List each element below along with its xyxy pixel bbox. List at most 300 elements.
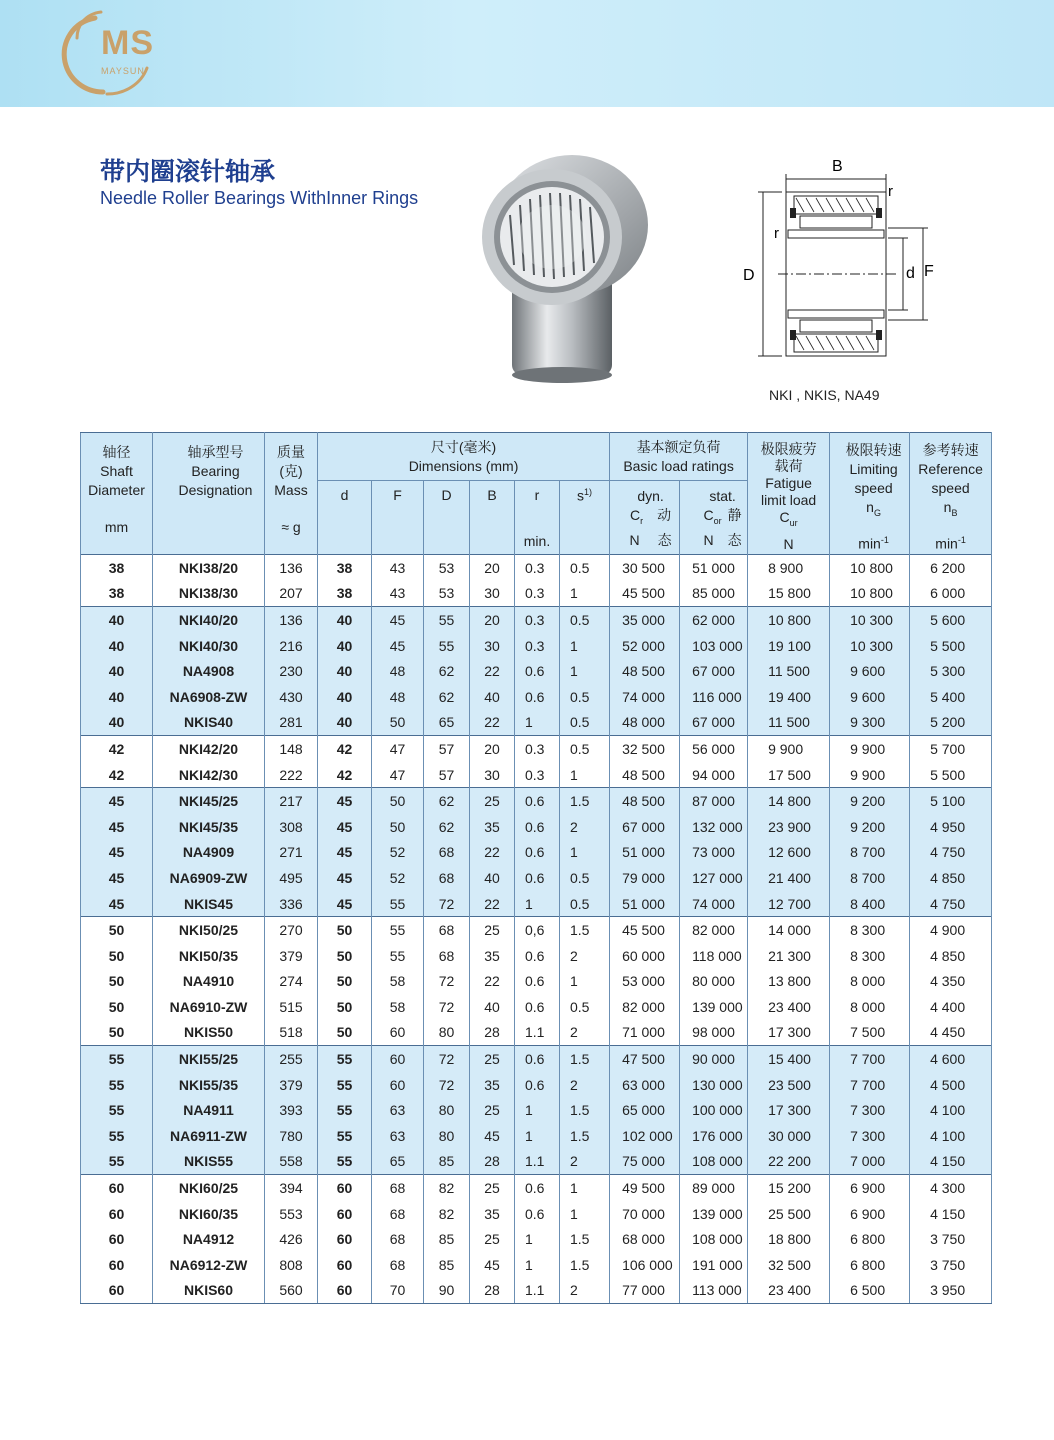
cell-d: 60 [318,1252,372,1278]
cell-reference-speed: 4 950 [910,814,992,840]
cell-stat: 139 000 [680,994,748,1020]
header-limiting-speed [830,433,910,555]
cell-D: 72 [424,891,470,917]
cell-reference-speed: 4 500 [910,1072,992,1098]
cell-dyn: 65 000 [610,1097,680,1123]
header-col-stat [680,481,748,555]
cell-limiting-speed: 10 300 [830,633,910,659]
cell-B: 35 [470,1072,515,1098]
cell-limiting-speed: 10 800 [830,555,910,581]
cell-s: 1 [560,658,610,684]
cell-B: 25 [470,917,515,943]
header-col-dyn [610,481,680,555]
cell-limiting-speed: 10 300 [830,607,910,633]
cell-stat: 67 000 [680,710,748,736]
cell-stat: 51 000 [680,555,748,581]
cell-reference-speed: 5 300 [910,658,992,684]
header-col-s-label: s [577,487,585,504]
cell-stat: 82 000 [680,917,748,943]
cell-reference-speed: 5 100 [910,788,992,814]
cell-mass: 426 [265,1226,318,1252]
label-B: B [832,158,843,175]
cell-designation: NA4909 [153,840,265,866]
cell-dyn: 79 000 [610,865,680,891]
cell-s: 1 [560,581,610,607]
cell-limiting-speed: 8 400 [830,891,910,917]
table-row [81,1226,992,1252]
cell-limiting-speed: 10 800 [830,581,910,607]
cell-fatigue-limit: 8 900 [748,555,830,581]
cell-stat: 130 000 [680,1072,748,1098]
header-limiting-unit-sup: -1 [880,534,889,545]
header-fatigue [748,433,830,555]
cell-stat: 103 000 [680,633,748,659]
cell-B: 22 [470,969,515,995]
header-dyn-sym: C [630,507,641,523]
cell-r: 0.6 [515,1201,560,1227]
header-load-en: Basic load ratings [623,457,734,474]
cell-d: 50 [318,943,372,969]
header-col-r-unit: min. [523,533,551,549]
cell-r: 0.3 [515,633,560,659]
cell-D: 85 [424,1252,470,1278]
cell-designation: NKIS55 [153,1149,265,1175]
cell-shaft: 45 [81,814,153,840]
table-row [81,736,992,762]
table-row [81,607,992,633]
cell-fatigue-limit: 11 500 [748,658,830,684]
cell-D: 82 [424,1201,470,1227]
cell-dyn: 53 000 [610,969,680,995]
cell-r: 0.6 [515,943,560,969]
cell-s: 0.5 [560,710,610,736]
cell-F: 45 [372,607,424,633]
table-row [81,1278,992,1304]
cell-limiting-speed: 6 900 [830,1175,910,1201]
cell-fatigue-limit: 25 500 [748,1201,830,1227]
cell-stat: 127 000 [680,865,748,891]
cell-D: 62 [424,814,470,840]
cell-fatigue-limit: 21 300 [748,943,830,969]
logo-subtitle: MAYSUN [101,66,145,76]
cell-dyn: 51 000 [610,840,680,866]
cell-shaft: 40 [81,684,153,710]
cell-F: 55 [372,943,424,969]
header-mass-unit: ≈ g [281,519,301,535]
header-reference-en1: Reference [918,461,983,477]
cell-reference-speed: 4 400 [910,994,992,1020]
cell-d: 38 [318,581,372,607]
cell-fatigue-limit: 15 800 [748,581,830,607]
cell-limiting-speed: 8 000 [830,994,910,1020]
cell-fatigue-limit: 23 400 [748,994,830,1020]
cell-B: 20 [470,607,515,633]
cell-s: 1 [560,969,610,995]
cell-designation: NA4912 [153,1226,265,1252]
cell-shaft: 38 [81,555,153,581]
cell-designation: NA6911-ZW [153,1123,265,1149]
cell-reference-speed: 5 700 [910,736,992,762]
cell-d: 40 [318,710,372,736]
cell-D: 68 [424,943,470,969]
header-limiting-en2: speed [854,480,893,496]
table-row [81,1201,992,1227]
table-row [81,969,992,995]
cell-s: 0.5 [560,607,610,633]
cell-fatigue-limit: 14 000 [748,917,830,943]
bearing-cross-section-diagram [738,152,948,367]
cell-fatigue-limit: 32 500 [748,1252,830,1278]
cell-reference-speed: 4 100 [910,1123,992,1149]
cell-fatigue-limit: 17 300 [748,1097,830,1123]
cell-D: 55 [424,607,470,633]
cell-B: 30 [470,762,515,788]
cell-s: 2 [560,943,610,969]
cell-F: 60 [372,1020,424,1046]
cell-r: 1.1 [515,1149,560,1175]
cell-d: 45 [318,840,372,866]
cell-mass: 558 [265,1149,318,1175]
header-limiting-sub: G [873,507,881,518]
cell-r: 0,6 [515,917,560,943]
table-row [81,1097,992,1123]
cell-reference-speed: 5 600 [910,607,992,633]
cell-d: 55 [318,1046,372,1072]
header-stat-label: stat. [709,488,736,504]
header-reference-en2: speed [931,480,970,496]
cell-dyn: 75 000 [610,1149,680,1175]
cell-stat: 85 000 [680,581,748,607]
cell-B: 35 [470,1201,515,1227]
cell-mass: 216 [265,633,318,659]
cell-F: 68 [372,1175,424,1201]
cell-reference-speed: 4 900 [910,917,992,943]
cell-stat: 100 000 [680,1097,748,1123]
header-stat-cn: 静 [727,507,742,523]
cell-reference-speed: 5 400 [910,684,992,710]
cell-limiting-speed: 6 800 [830,1252,910,1278]
header-fatigue-en2: limit load [760,492,817,508]
cell-s: 1.5 [560,917,610,943]
spec-table-body [81,555,992,1304]
cell-B: 22 [470,840,515,866]
page-title-en: Needle Roller Bearings WithInner Rings [100,188,419,208]
cell-fatigue-limit: 22 200 [748,1149,830,1175]
cell-d: 60 [318,1278,372,1304]
header-mass-cn1: 质量 [277,444,305,460]
cell-limiting-speed: 6 800 [830,1226,910,1252]
cell-r: 0.6 [515,840,560,866]
cell-designation: NKI42/20 [153,736,265,762]
cell-designation: NA4911 [153,1097,265,1123]
cell-B: 22 [470,710,515,736]
cell-D: 72 [424,1046,470,1072]
cell-d: 60 [318,1201,372,1227]
cell-dyn: 49 500 [610,1175,680,1201]
cell-designation: NKIS40 [153,710,265,736]
cell-mass: 136 [265,607,318,633]
cell-B: 45 [470,1252,515,1278]
cell-fatigue-limit: 13 800 [748,969,830,995]
cell-d: 40 [318,658,372,684]
cell-dyn: 82 000 [610,994,680,1020]
cell-d: 45 [318,788,372,814]
cell-d: 42 [318,762,372,788]
cell-d: 60 [318,1226,372,1252]
bearing-photo [470,145,650,385]
header-col-F [372,481,424,555]
cell-mass: 281 [265,710,318,736]
header-fatigue-en1: Fatigue [765,475,812,491]
cell-F: 60 [372,1046,424,1072]
cell-D: 72 [424,969,470,995]
cell-F: 50 [372,710,424,736]
cell-s: 1.5 [560,1097,610,1123]
header-reference-sub: B [951,507,958,518]
cell-s: 1.5 [560,1226,610,1252]
cell-designation: NKI40/30 [153,633,265,659]
cell-r: 0.6 [515,788,560,814]
cell-D: 68 [424,865,470,891]
cell-dyn: 47 500 [610,1046,680,1072]
cell-B: 28 [470,1020,515,1046]
cell-D: 85 [424,1149,470,1175]
cell-limiting-speed: 6 500 [830,1278,910,1304]
header-reference-unit: min [935,535,958,552]
diagram-caption: NKI , NKIS, NA49 [769,387,880,403]
cell-limiting-speed: 6 900 [830,1201,910,1227]
cell-s: 1.5 [560,1252,610,1278]
cell-fatigue-limit: 19 100 [748,633,830,659]
cell-designation: NKIS45 [153,891,265,917]
table-row [81,762,992,788]
header-reference-sym: n [943,499,952,515]
cell-D: 90 [424,1278,470,1304]
cell-r: 0.6 [515,684,560,710]
cell-fatigue-limit: 11 500 [748,710,830,736]
cell-designation: NKI38/20 [153,555,265,581]
cell-mass: 207 [265,581,318,607]
cell-dyn: 60 000 [610,943,680,969]
cell-dyn: 45 500 [610,581,680,607]
label-D: D [743,267,755,284]
table-row [81,1072,992,1098]
cell-B: 30 [470,633,515,659]
cell-fatigue-limit: 18 800 [748,1226,830,1252]
cell-r: 0.6 [515,1175,560,1201]
header-fatigue-sym: C [779,509,790,525]
header-fatigue-sub: ur [789,517,798,528]
cell-s: 1.5 [560,788,610,814]
cell-reference-speed: 5 500 [910,633,992,659]
cell-r: 0.6 [515,969,560,995]
cell-F: 45 [372,633,424,659]
cell-d: 55 [318,1123,372,1149]
cell-stat: 90 000 [680,1046,748,1072]
cell-mass: 394 [265,1175,318,1201]
cell-D: 53 [424,581,470,607]
header-col-B-label: B [487,487,497,503]
cell-mass: 271 [265,840,318,866]
cell-designation: NKI38/30 [153,581,265,607]
cell-B: 30 [470,581,515,607]
cell-B: 25 [470,1046,515,1072]
cell-designation: NKI50/25 [153,917,265,943]
cell-B: 40 [470,684,515,710]
cell-d: 55 [318,1072,372,1098]
cell-B: 20 [470,555,515,581]
header-reference-cn: 参考转速 [922,442,979,458]
cell-r: 1 [515,1252,560,1278]
table-row [81,917,992,943]
cell-limiting-speed: 7 300 [830,1123,910,1149]
cell-s: 1.5 [560,1046,610,1072]
header-col-d [318,481,372,555]
cell-shaft: 42 [81,736,153,762]
table-row [81,1175,992,1201]
cell-d: 45 [318,865,372,891]
cell-s: 1 [560,1201,610,1227]
header-reference-unit-sup: -1 [957,534,966,545]
cell-d: 50 [318,969,372,995]
cell-r: 0.3 [515,762,560,788]
header-limiting-unit: min [858,535,881,552]
cell-designation: NKI55/35 [153,1072,265,1098]
cell-dyn: 30 500 [610,555,680,581]
cell-s: 2 [560,814,610,840]
header-fatigue-cn1: 极限疲劳 [760,441,817,457]
cell-F: 63 [372,1123,424,1149]
cell-r: 0.6 [515,658,560,684]
cell-mass: 393 [265,1097,318,1123]
cell-stat: 62 000 [680,607,748,633]
table-row [81,943,992,969]
header-col-B [470,481,515,555]
cell-s: 1.5 [560,1123,610,1149]
cell-designation: NKI40/20 [153,607,265,633]
cell-F: 68 [372,1252,424,1278]
cell-shaft: 40 [81,658,153,684]
cell-stat: 113 000 [680,1278,748,1304]
cell-shaft: 60 [81,1201,153,1227]
cell-stat: 73 000 [680,840,748,866]
cell-reference-speed: 5 200 [910,710,992,736]
cell-s: 0.5 [560,736,610,762]
cell-s: 0.5 [560,555,610,581]
cell-fatigue-limit: 15 200 [748,1175,830,1201]
cell-s: 2 [560,1278,610,1304]
cell-shaft: 55 [81,1097,153,1123]
cell-D: 82 [424,1175,470,1201]
cell-stat: 132 000 [680,814,748,840]
header-designation-cn: 轴承型号 [187,444,244,460]
cell-designation: NKIS50 [153,1020,265,1046]
cell-fatigue-limit: 23 500 [748,1072,830,1098]
header-dimensions [318,433,610,481]
cell-D: 62 [424,658,470,684]
cell-mass: 495 [265,865,318,891]
cell-d: 38 [318,555,372,581]
cell-shaft: 40 [81,633,153,659]
cell-dyn: 102 000 [610,1123,680,1149]
cell-designation: NKI55/25 [153,1046,265,1072]
cell-reference-speed: 4 850 [910,865,992,891]
cell-B: 20 [470,736,515,762]
cell-stat: 118 000 [680,943,748,969]
cell-shaft: 45 [81,788,153,814]
cell-reference-speed: 4 750 [910,891,992,917]
cell-dyn: 32 500 [610,736,680,762]
cell-s: 2 [560,1020,610,1046]
cell-d: 60 [318,1175,372,1201]
cell-limiting-speed: 9 900 [830,736,910,762]
header-mass-cn2: (克) [279,463,303,479]
header-col-D-label: D [441,487,452,503]
cell-s: 0.5 [560,865,610,891]
cell-mass: 553 [265,1201,318,1227]
cell-r: 0.6 [515,865,560,891]
cell-shaft: 45 [81,865,153,891]
cell-r: 1.1 [515,1278,560,1304]
cell-mass: 560 [265,1278,318,1304]
table-row [81,581,992,607]
cell-B: 28 [470,1149,515,1175]
cell-shaft: 55 [81,1072,153,1098]
cell-stat: 191 000 [680,1252,748,1278]
cell-limiting-speed: 7 700 [830,1046,910,1072]
cell-r: 1 [515,891,560,917]
cell-designation: NA6912-ZW [153,1252,265,1278]
header-dyn-sub: r [640,515,644,526]
header-stat-cn2: 态 [727,531,742,548]
cell-F: 52 [372,840,424,866]
cell-designation: NKIS60 [153,1278,265,1304]
cell-limiting-speed: 8 300 [830,943,910,969]
cell-mass: 274 [265,969,318,995]
header-stat-unit: N [703,531,714,548]
cell-B: 25 [470,1226,515,1252]
bearing-spec-table [80,432,992,1304]
cell-stat: 108 000 [680,1149,748,1175]
cell-D: 72 [424,994,470,1020]
cell-reference-speed: 4 750 [910,840,992,866]
cell-dyn: 63 000 [610,1072,680,1098]
cell-designation: NA6908-ZW [153,684,265,710]
cell-D: 80 [424,1020,470,1046]
table-row [81,865,992,891]
cell-fatigue-limit: 19 400 [748,684,830,710]
cell-designation: NKI60/35 [153,1201,265,1227]
cell-dyn: 74 000 [610,684,680,710]
cell-dyn: 45 500 [610,917,680,943]
header-shaft-en1: Shaft [100,463,133,479]
cell-dyn: 51 000 [610,891,680,917]
cell-dyn: 77 000 [610,1278,680,1304]
cell-limiting-speed: 8 300 [830,917,910,943]
label-r-left: r [774,225,779,242]
cell-limiting-speed: 7 300 [830,1097,910,1123]
cell-designation: NA4910 [153,969,265,995]
cell-B: 45 [470,1123,515,1149]
cell-F: 50 [372,814,424,840]
header-fatigue-unit: N [783,535,794,552]
header-reference-speed [910,433,992,555]
header-col-s-sup: 1) [584,487,593,497]
cell-designation: NA6909-ZW [153,865,265,891]
cell-shaft: 45 [81,891,153,917]
cell-d: 40 [318,684,372,710]
cell-F: 48 [372,658,424,684]
